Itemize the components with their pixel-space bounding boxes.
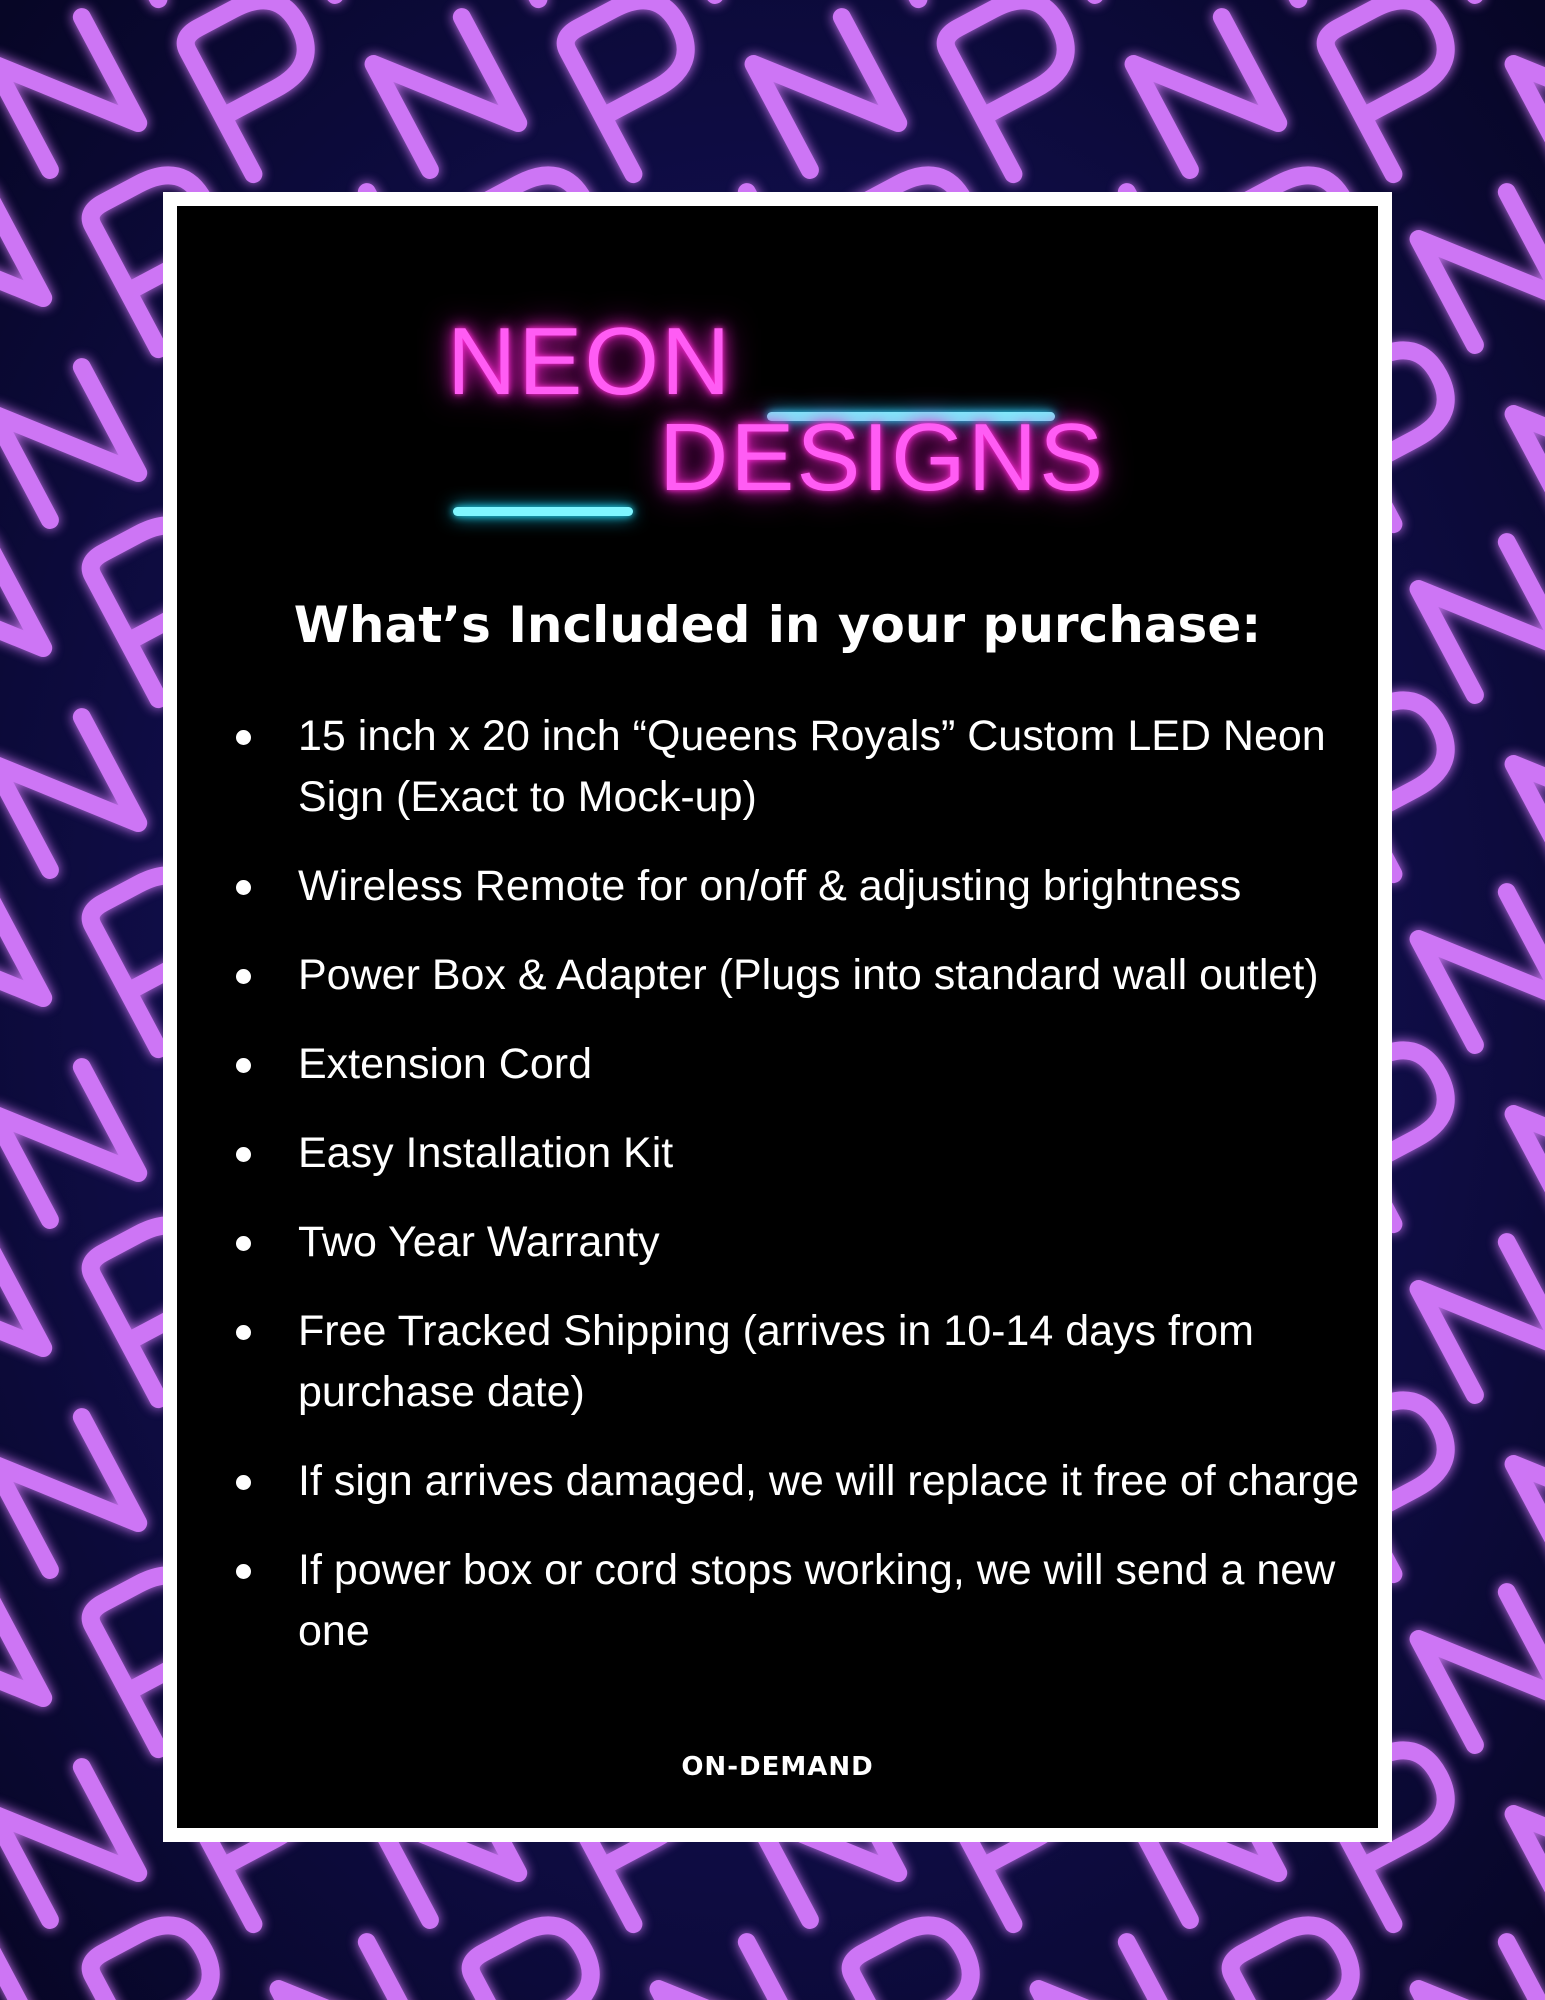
list-item-text: Easy Installation Kit [298, 1129, 674, 1177]
info-card [163, 192, 1392, 1842]
list-item [232, 1451, 1372, 1512]
bullet-icon [236, 1564, 251, 1579]
list-item-text: If power box or cord stops working, we will send a new one [298, 1546, 1336, 1655]
included-items-list [232, 706, 1372, 1690]
list-item-text: If sign arrives damaged, we will replace it free of charge [298, 1457, 1360, 1505]
list-item [232, 1034, 1372, 1095]
logo-neon-bar-bottom [453, 507, 633, 516]
list-item-text: Extension Cord [298, 1040, 592, 1088]
list-item [232, 1301, 1372, 1423]
list-item-text: 15 inch x 20 inch “Queens Royals” Custom LED Neon Sign (Exact to Mock-up) [298, 712, 1326, 821]
list-item-text: Power Box & Adapter (Plugs into standard wall outlet) [298, 951, 1319, 999]
list-item-text: Wireless Remote for on/off & adjusting brightness [298, 862, 1242, 910]
bullet-icon [236, 880, 251, 895]
bullet-icon [236, 1325, 251, 1340]
list-item [232, 856, 1372, 917]
bullet-icon [236, 730, 251, 745]
list-item [232, 1540, 1372, 1662]
list-item [232, 1123, 1372, 1184]
list-item [232, 945, 1372, 1006]
list-item [232, 706, 1372, 828]
logo-word-neon: NEON [447, 308, 733, 415]
bullet-icon [236, 1236, 251, 1251]
bullet-icon [236, 1058, 251, 1073]
section-heading: What’s Included in your purchase: [293, 596, 1262, 654]
bullet-icon [236, 1147, 251, 1162]
bullet-icon [236, 969, 251, 984]
neon-designs-logo [447, 306, 1147, 526]
footer-label: ON-DEMAND [681, 1752, 874, 1782]
bullet-icon [236, 1475, 251, 1490]
list-item-text: Two Year Warranty [298, 1218, 660, 1266]
list-item-text: Free Tracked Shipping (arrives in 10-14 days from purchase date) [298, 1307, 1254, 1416]
logo-word-designs: DESIGNS [659, 404, 1106, 511]
list-item [232, 1212, 1372, 1273]
